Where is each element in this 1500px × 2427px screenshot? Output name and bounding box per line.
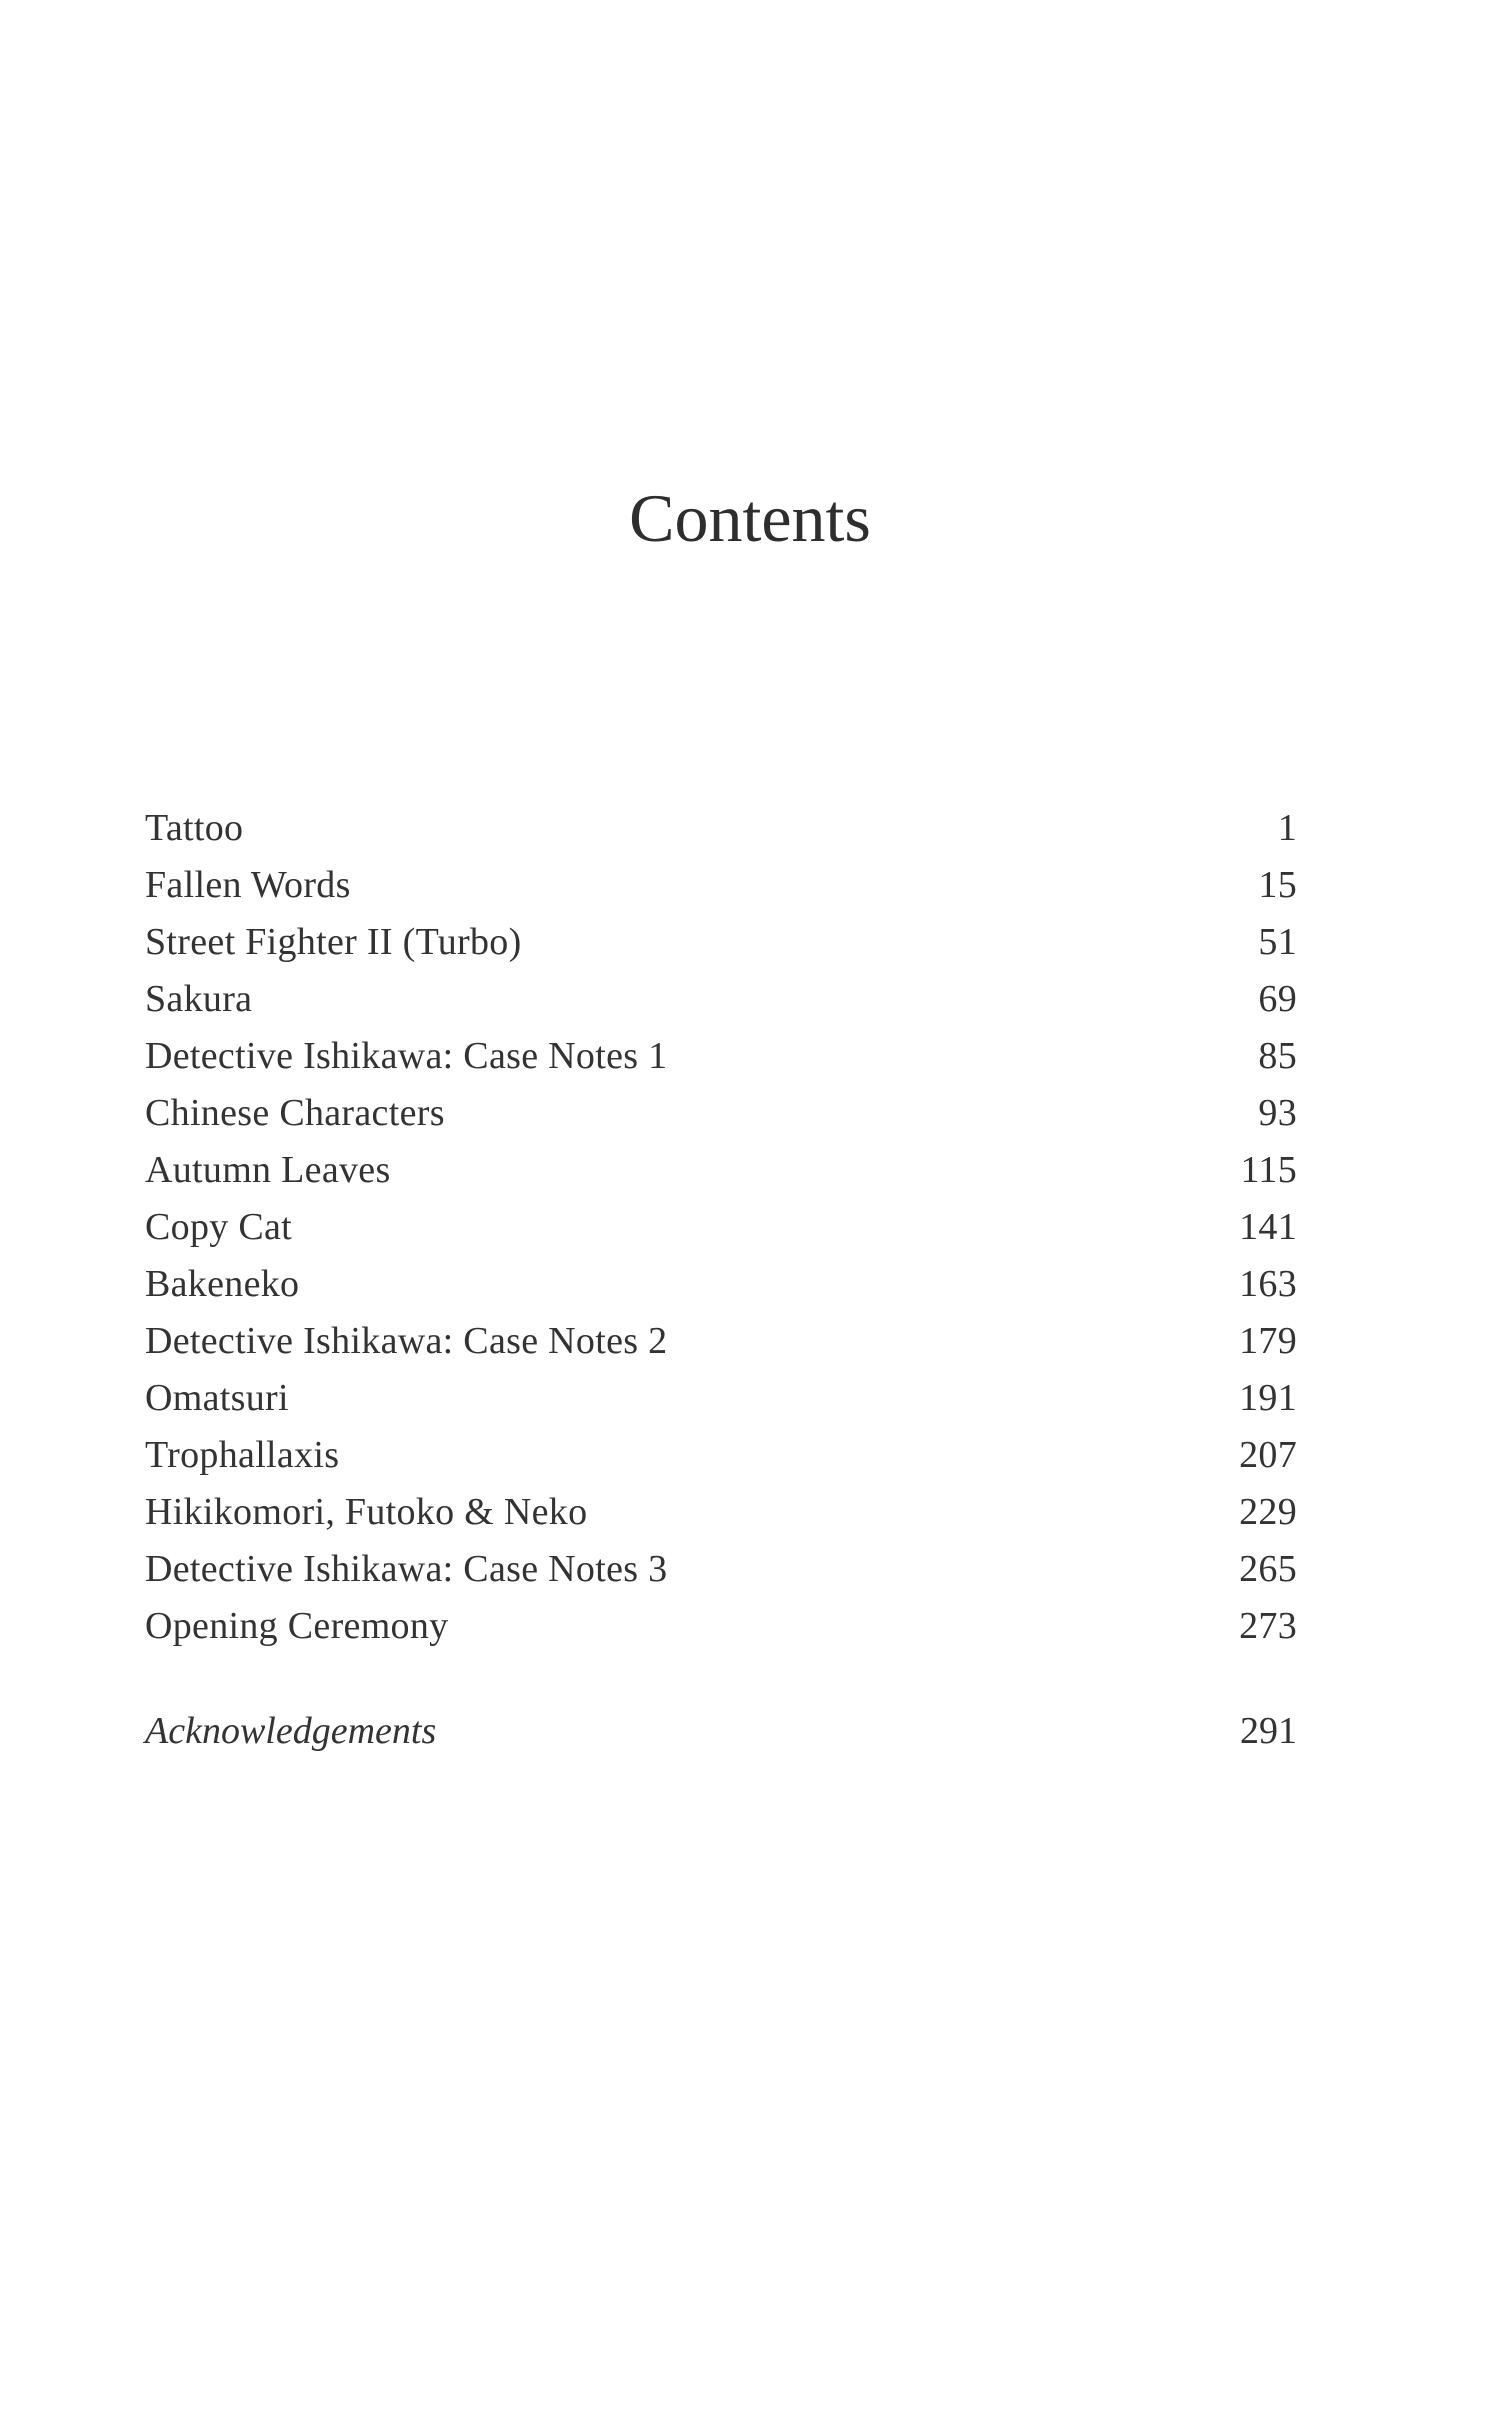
toc-entry bbox=[145, 1199, 1297, 1256]
toc-entry bbox=[145, 1313, 1297, 1370]
toc-entry-title: Omatsuri bbox=[145, 1377, 289, 1419]
page-title: Contents bbox=[629, 480, 871, 556]
toc-entry-page: 69 bbox=[1258, 978, 1297, 1020]
toc-entry bbox=[145, 1370, 1297, 1427]
toc-entry-title: Opening Ceremony bbox=[145, 1605, 449, 1647]
toc-entry bbox=[145, 1427, 1297, 1484]
toc-entry bbox=[145, 1256, 1297, 1313]
toc-entry-title: Bakeneko bbox=[145, 1263, 300, 1305]
toc-entry-page: 179 bbox=[1239, 1320, 1297, 1362]
toc-entry-page: 229 bbox=[1239, 1491, 1297, 1533]
acknowledgements-page: 291 bbox=[1240, 1710, 1297, 1752]
acknowledgements-title: Acknowledgements bbox=[145, 1710, 437, 1752]
toc-entry-page: 115 bbox=[1240, 1149, 1297, 1191]
toc-entry-page: 93 bbox=[1258, 1092, 1297, 1134]
toc-entry-title: Street Fighter II (Turbo) bbox=[145, 921, 522, 963]
toc-entry-title: Detective Ishikawa: Case Notes 2 bbox=[145, 1320, 668, 1362]
acknowledgements-entry bbox=[145, 1703, 1297, 1760]
toc-entry-page: 141 bbox=[1239, 1206, 1297, 1248]
toc-entry bbox=[145, 971, 1297, 1028]
toc-entry-title: Detective Ishikawa: Case Notes 1 bbox=[145, 1035, 668, 1077]
toc-entry bbox=[145, 857, 1297, 914]
toc-entry-page: 207 bbox=[1239, 1434, 1297, 1476]
toc-entry bbox=[145, 800, 1297, 857]
toc-entry-title: Fallen Words bbox=[145, 864, 351, 906]
table-of-contents bbox=[145, 800, 1297, 1655]
toc-entry-page: 191 bbox=[1239, 1377, 1297, 1419]
toc-entry-title: Hikikomori, Futoko & Neko bbox=[145, 1491, 588, 1533]
toc-entry bbox=[145, 1598, 1297, 1655]
toc-entry-title: Trophallaxis bbox=[145, 1434, 340, 1476]
toc-entry-page: 15 bbox=[1258, 864, 1297, 906]
toc-entry-title: Chinese Characters bbox=[145, 1092, 445, 1134]
toc-entry-page: 273 bbox=[1239, 1605, 1297, 1647]
toc-entry-page: 85 bbox=[1258, 1035, 1297, 1077]
toc-entry bbox=[145, 914, 1297, 971]
toc-entry-page: 51 bbox=[1258, 921, 1297, 963]
toc-entry bbox=[145, 1484, 1297, 1541]
toc-entry bbox=[145, 1028, 1297, 1085]
toc-entry-title: Detective Ishikawa: Case Notes 3 bbox=[145, 1548, 668, 1590]
toc-entry-title: Autumn Leaves bbox=[145, 1149, 391, 1191]
toc-entry-page: 163 bbox=[1239, 1263, 1297, 1305]
toc-entry-title: Copy Cat bbox=[145, 1206, 293, 1248]
toc-entry-title: Sakura bbox=[145, 978, 253, 1020]
toc-entry-page: 265 bbox=[1239, 1548, 1297, 1590]
toc-entry bbox=[145, 1541, 1297, 1598]
toc-entry bbox=[145, 1142, 1297, 1199]
toc-entry bbox=[145, 1085, 1297, 1142]
toc-entry-page: 1 bbox=[1277, 807, 1297, 849]
toc-entry-title: Tattoo bbox=[145, 807, 244, 849]
